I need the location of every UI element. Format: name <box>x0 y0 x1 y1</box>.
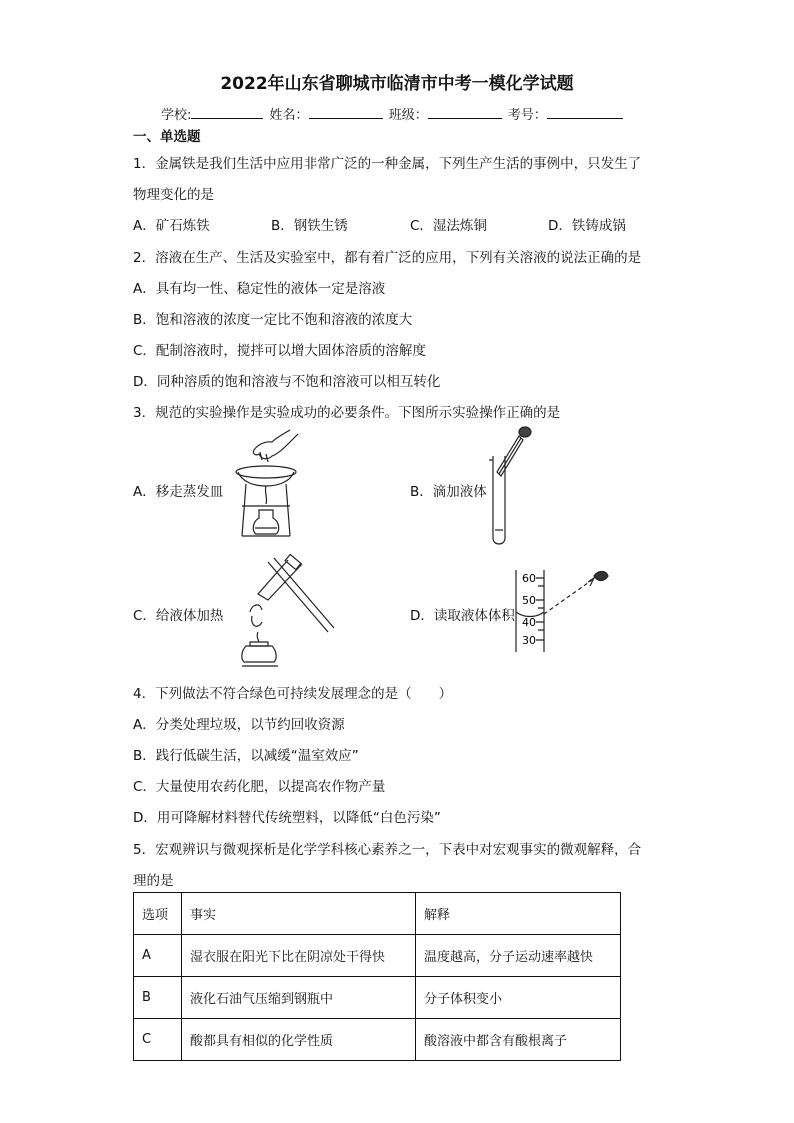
table-row <box>134 977 621 1019</box>
table-header-cell: 选项 <box>134 893 182 935</box>
q1-option-a: A．矿石炼铁 <box>133 218 210 234</box>
q2-option-b: B．饱和溶液的浓度一定比不饱和溶液的浓度大 <box>133 312 413 328</box>
cylinder-tick-50: 50 <box>522 594 536 607</box>
dropper-test-tube-illustration <box>485 426 535 548</box>
table-cell: 湿衣服在阳光下比在阴凉处干得快 <box>182 935 416 977</box>
table-cell: B <box>134 977 182 1019</box>
q5-stem-line2: 理的是 <box>133 873 174 889</box>
q3-option-c: C．给液体加热 <box>133 608 224 624</box>
q5-table <box>133 892 621 1061</box>
q3-option-b: B．滴加液体 <box>410 484 487 500</box>
student-info-line <box>161 104 625 123</box>
school-label: 学校: <box>161 108 192 123</box>
q3-option-a: A．移走蒸发皿 <box>133 484 224 500</box>
q1-stem-line1: 1．金属铁是我们生活中应用非常广泛的一种金属，下列生产生活的事例中，只发生了 <box>133 156 642 172</box>
cylinder-tick-30: 30 <box>522 634 536 647</box>
table-cell: 液化石油气压缩到钢瓶中 <box>182 977 416 1019</box>
evaporating-dish-hand-illustration <box>228 426 304 548</box>
q4-option-c: C．大量使用农药化肥，以提高农作物产量 <box>133 779 386 795</box>
school-blank[interactable] <box>191 105 263 119</box>
q2-option-d: D．同种溶质的饱和溶液与不饱和溶液可以相互转化 <box>133 374 441 390</box>
table-row <box>134 1019 621 1061</box>
q1-option-c: C．湿法炼铜 <box>410 218 487 234</box>
table-header-cell: 解释 <box>416 893 621 935</box>
q3-stem: 3．规范的实验操作是实验成功的必要条件。下图所示实验操作正确的是 <box>133 405 561 421</box>
q1-option-b: B．钢铁生锈 <box>271 218 348 234</box>
table-cell: 分子体积变小 <box>416 977 621 1019</box>
q4-option-a: A．分类处理垃圾，以节约回收资源 <box>133 717 345 733</box>
q4-option-d: D．用可降解材料替代传统塑料，以降低“白色污染” <box>133 810 441 826</box>
q3-option-d: D．读取液体体积 <box>410 608 515 624</box>
table-header-row <box>134 893 621 935</box>
number-blank[interactable] <box>547 105 623 119</box>
q1-stem-line2: 物理变化的是 <box>133 187 214 203</box>
class-label: 班级： <box>388 108 428 123</box>
table-cell: 酸都具有相似的化学性质 <box>182 1019 416 1061</box>
table-header-cell: 事实 <box>182 893 416 935</box>
q2-option-c: C．配制溶液时，搅拌可以增大固体溶质的溶解度 <box>133 343 426 359</box>
graduated-cylinder-reading-illustration <box>498 568 618 654</box>
class-blank[interactable] <box>428 105 502 119</box>
section-heading: 一、单选题 <box>133 129 201 145</box>
name-label: 姓名： <box>269 108 309 123</box>
q5-stem-line1: 5．宏观辨识与微观探析是化学学科核心素养之一，下表中对宏观事实的微观解释，合 <box>133 842 642 858</box>
q2-stem: 2．溶液在生产、生活及实验室中，都有着广泛的应用，下列有关溶液的说法正确的是 <box>133 250 642 266</box>
cylinder-tick-40: 40 <box>522 616 536 629</box>
q1-option-d: D．铁铸成锅 <box>548 218 626 234</box>
page-title: 2022年山东省聊城市临清市中考一模化学试题 <box>220 74 574 94</box>
table-row <box>134 935 621 977</box>
q4-stem: 4．下列做法不符合绿色可持续发展理念的是（ ） <box>133 686 453 702</box>
table-cell: 温度越高，分子运动速率越快 <box>416 935 621 977</box>
name-blank[interactable] <box>309 105 383 119</box>
q4-option-b: B．践行低碳生活，以减缓“温室效应” <box>133 748 359 764</box>
table-cell: 酸溶液中都含有酸根离子 <box>416 1019 621 1061</box>
table-cell: A <box>134 935 182 977</box>
table-cell: C <box>134 1019 182 1061</box>
test-tube-heating-illustration <box>228 554 338 674</box>
cylinder-tick-60: 60 <box>522 572 536 585</box>
q2-option-a: A．具有均一性、稳定性的液体一定是溶液 <box>133 281 386 297</box>
number-label: 考号： <box>507 108 547 123</box>
